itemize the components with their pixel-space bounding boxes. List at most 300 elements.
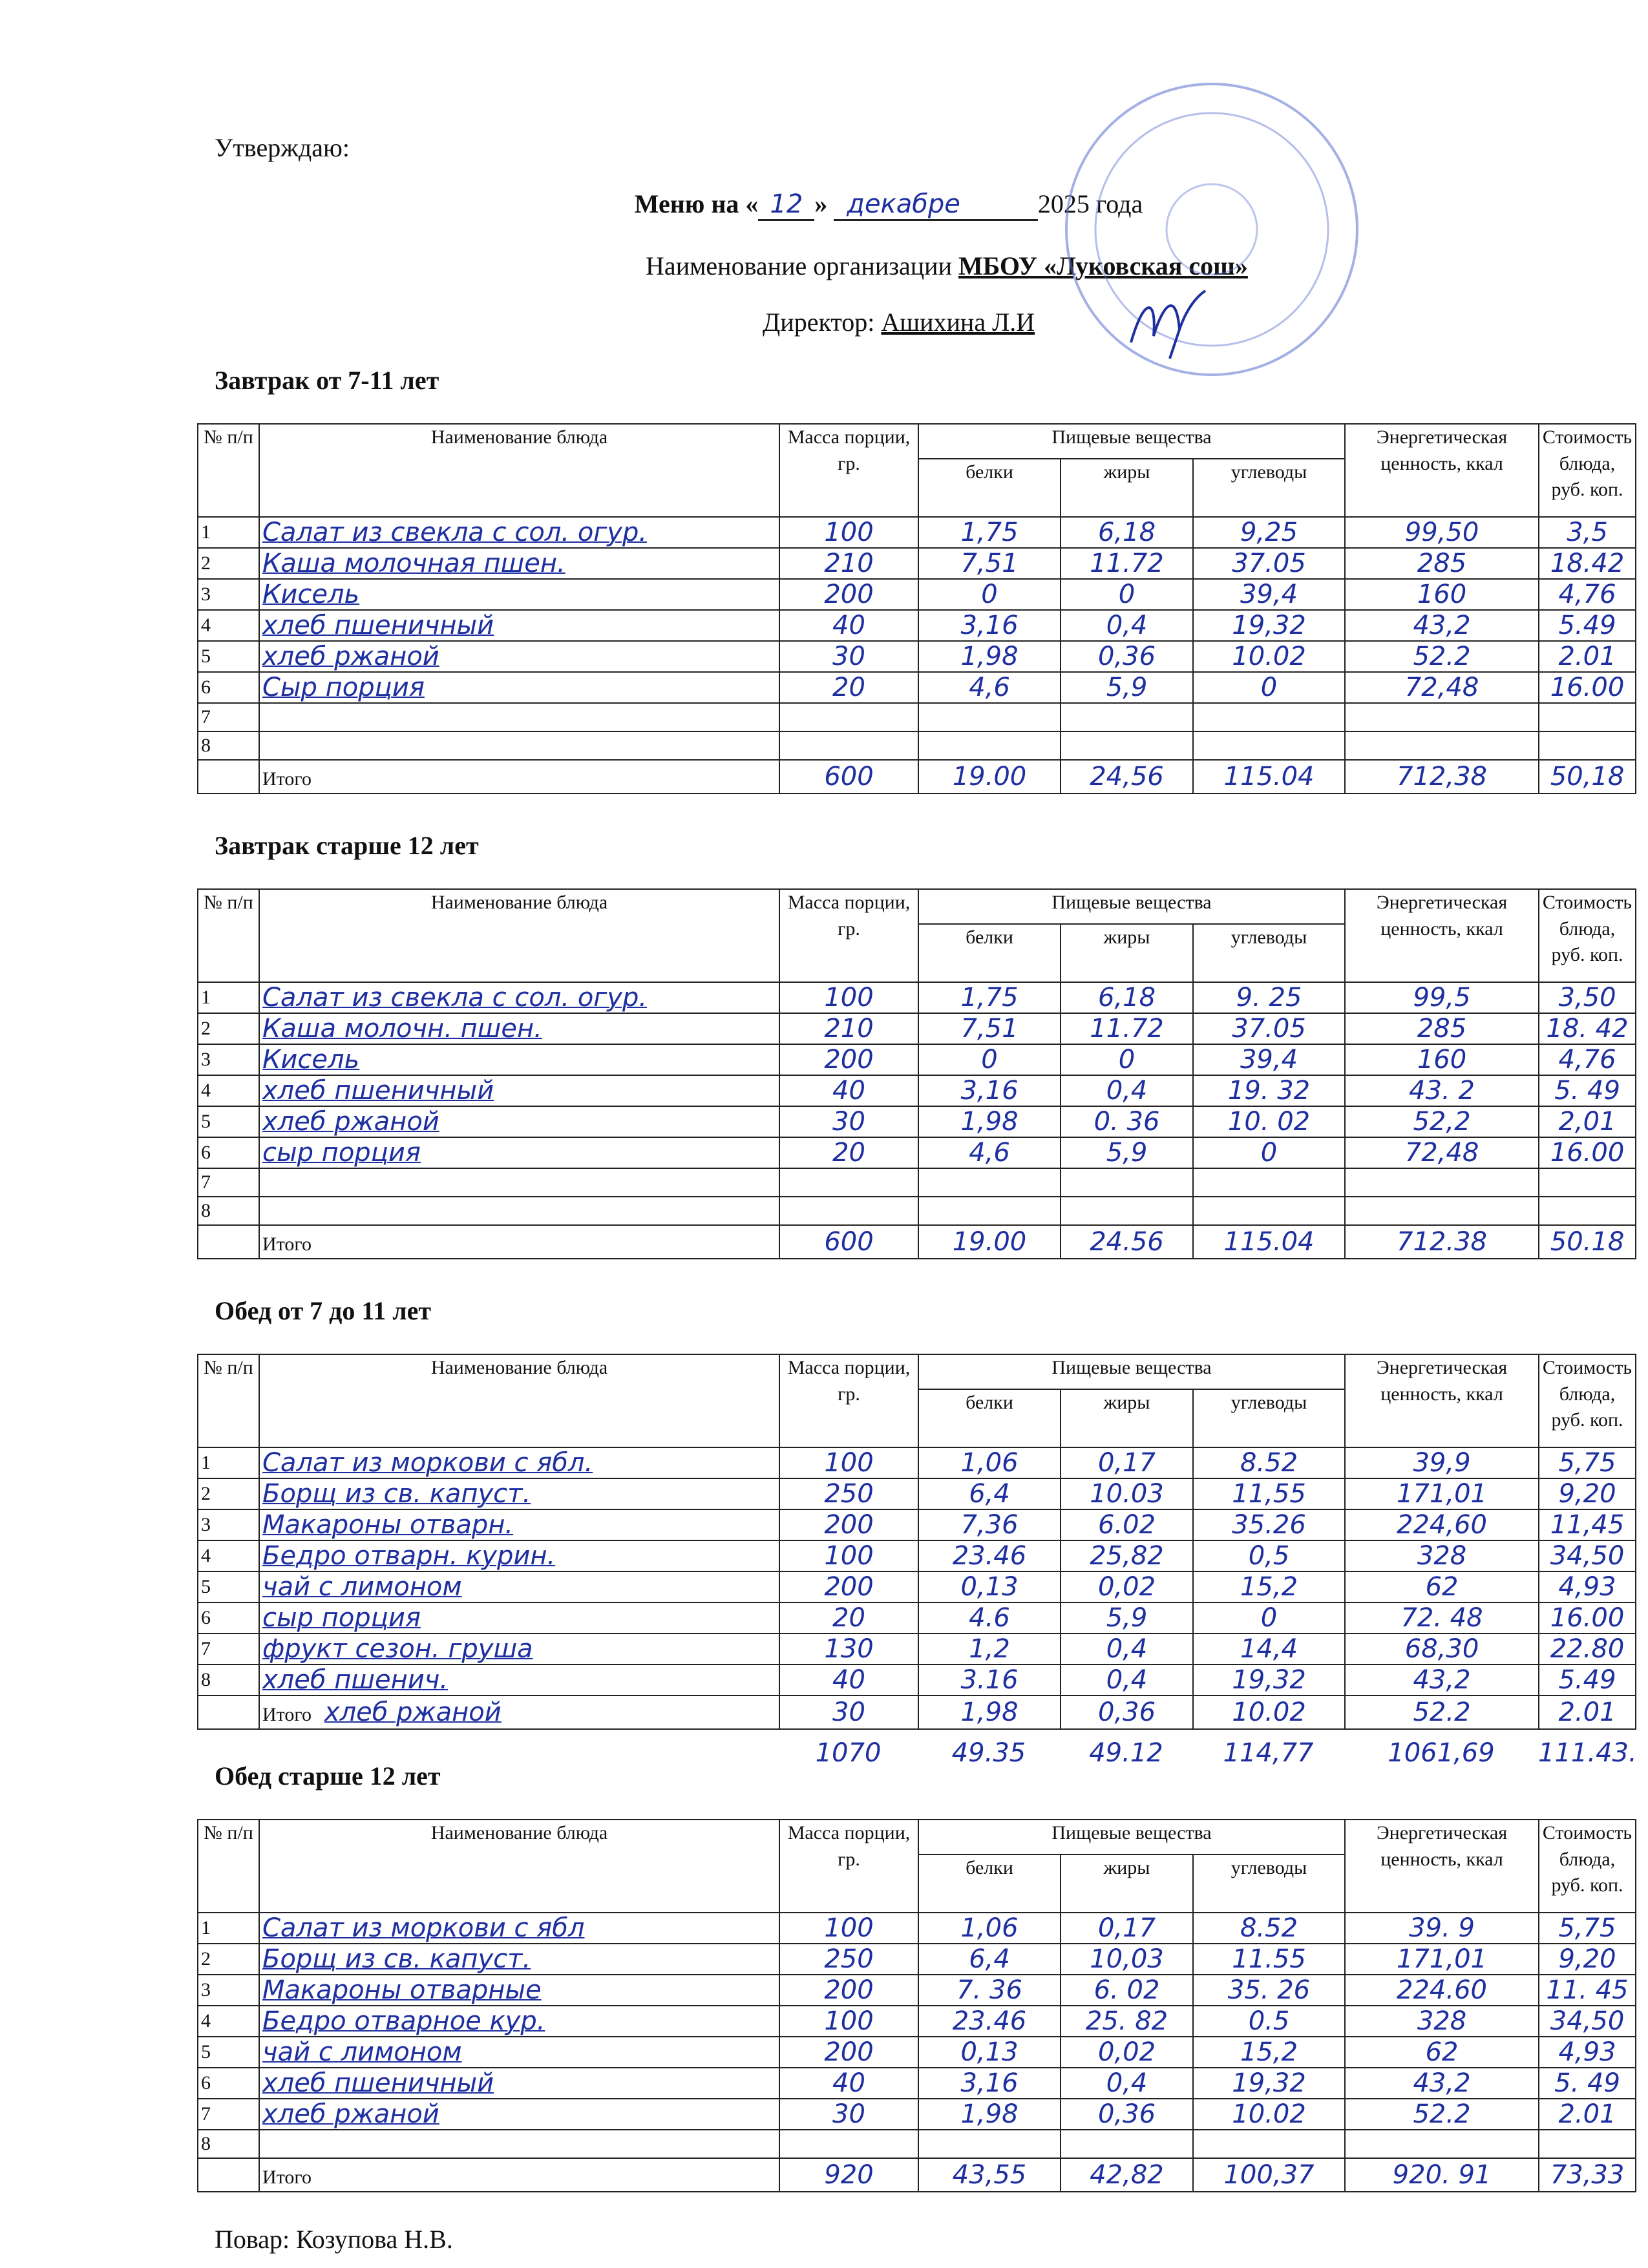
cell-total-blank [198,1696,259,1729]
col-header-energy: Энергетическая ценность, ккал [1345,889,1539,982]
cell-total-protein: 1,98 [918,1696,1061,1729]
cell-dish-name: чай с лимоном [259,1571,779,1602]
cell-fat [1061,1168,1193,1197]
cell-protein [918,1168,1061,1197]
cell-portion-mass: 250 [779,1944,918,1975]
cell-cost: 4,93 [1539,1571,1636,1602]
cell-energy: 68,30 [1345,1633,1539,1664]
cell-row-number: 5 [198,641,259,672]
table-row [198,672,1636,703]
cell-cost: 4,76 [1539,1044,1636,1075]
cell-portion-mass: 100 [779,1447,918,1478]
table-row [198,610,1636,641]
lunch-young-grand-total [197,1738,1635,1772]
cell-energy: 72,48 [1345,1137,1539,1168]
col-header-mass: Масса порции, гр. [779,889,918,982]
cell-protein: 3,16 [918,1075,1061,1106]
col-header-cost: Стоимость блюда, руб. коп. [1539,1354,1636,1447]
cell-energy: 224,60 [1345,1509,1539,1540]
menu-mid: » [814,189,828,218]
cell-cost: 4,76 [1539,579,1636,610]
table-row [198,2037,1636,2068]
table-row [198,1137,1636,1168]
table-row [198,1168,1636,1197]
cell-fat: 11.72 [1061,548,1193,579]
cell-cost: 16.00 [1539,1137,1636,1168]
cell-energy: 171,01 [1345,1944,1539,1975]
cell-energy [1345,2130,1539,2158]
cell-carbs: 35.26 [1193,1509,1345,1540]
cell-fat: 5,9 [1061,672,1193,703]
cell-dish-name: Макароны отварн. [259,1509,779,1540]
total-row [198,760,1636,793]
section-title-breakfast-old: Завтрак старше 12 лет [215,831,479,860]
cell-portion-mass: 40 [779,1075,918,1106]
cell-carbs: 37.05 [1193,1013,1345,1044]
cell-portion-mass: 30 [779,1106,918,1137]
cell-fat [1061,1197,1193,1225]
table-row [198,1571,1636,1602]
cell-fat: 0,4 [1061,2068,1193,2099]
cell-row-number: 2 [198,1478,259,1509]
cell-energy: 52.2 [1345,641,1539,672]
cell-cost: 3,5 [1539,517,1636,548]
table-row [198,548,1636,579]
cell-dish-name: Салат из свекла с сол. огур. [259,982,779,1013]
cell-dish-name: Бедро отварное кур. [259,2006,779,2037]
cell-protein: 1,2 [918,1633,1061,1664]
table-row [198,2099,1636,2130]
section-title-breakfast-young: Завтрак от 7-11 лет [215,366,439,395]
cell-cost: 4,93 [1539,2037,1636,2068]
cell-total-blank [198,1225,259,1259]
col-header-name: Наименование блюда [259,1354,779,1447]
cell-energy: 160 [1345,1044,1539,1075]
cell-total-carbs: 115.04 [1193,1225,1345,1259]
cell-cost: 22.80 [1539,1633,1636,1664]
cell-fat [1061,703,1193,731]
col-header-fat: жиры [1061,1854,1193,1913]
cell-protein [918,731,1061,760]
cell-cost [1539,731,1636,760]
cell-energy: 224.60 [1345,1975,1539,2006]
cell-dish-name: хлеб ржаной [259,2099,779,2130]
cell-row-number: 1 [198,517,259,548]
col-header-mass: Масса порции, гр. [779,1354,918,1447]
grand-total-carbs: 114,77 [1223,1738,1314,1768]
cell-dish-name [259,731,779,760]
cell-protein: 0 [918,579,1061,610]
cell-fat: 0. 36 [1061,1106,1193,1137]
cell-carbs: 0 [1193,1137,1345,1168]
table-row [198,1664,1636,1696]
cell-portion-mass: 100 [779,2006,918,2037]
cell-total-blank [198,2158,259,2192]
cell-row-number: 8 [198,2130,259,2158]
cell-fat [1061,2130,1193,2158]
col-header-protein: белки [918,924,1061,982]
cell-dish-name: сыр порция [259,1137,779,1168]
table-row [198,1975,1636,2006]
director-signature [1125,284,1215,362]
cell-row-number: 6 [198,1602,259,1633]
cell-cost: 18. 42 [1539,1013,1636,1044]
section-title-lunch-old: Обед старше 12 лет [215,1761,441,1790]
cell-total-fat: 0,36 [1061,1696,1193,1729]
cell-protein [918,703,1061,731]
cell-fat: 0,4 [1061,1075,1193,1106]
cell-carbs: 10.02 [1193,641,1345,672]
cell-portion-mass: 130 [779,1633,918,1664]
cell-fat: 5,9 [1061,1602,1193,1633]
col-header-nutrients: Пищевые вещества [918,889,1345,924]
cell-carbs [1193,703,1345,731]
cell-row-number: 2 [198,1013,259,1044]
cell-portion-mass [779,731,918,760]
cell-fat: 10.03 [1061,1478,1193,1509]
total-row [198,1696,1636,1729]
cell-cost: 11. 45 [1539,1975,1636,2006]
cell-total-portion-mass: 600 [779,1225,918,1259]
cell-carbs [1193,731,1345,760]
cell-fat: 0,17 [1061,1913,1193,1944]
cell-portion-mass: 200 [779,1975,918,2006]
col-header-fat: жиры [1061,924,1193,982]
cell-dish-name: Борщ из св. капуст. [259,1478,779,1509]
cell-protein [918,2130,1061,2158]
cell-cost: 5,75 [1539,1913,1636,1944]
col-header-carbs: углеводы [1193,1854,1345,1913]
cell-row-number: 5 [198,2037,259,2068]
col-header-name: Наименование блюда [259,424,779,517]
cell-dish-name [259,2130,779,2158]
cell-carbs [1193,2130,1345,2158]
col-header-cost: Стоимость блюда, руб. коп. [1539,424,1636,517]
cell-protein: 1,06 [918,1447,1061,1478]
cell-energy: 160 [1345,579,1539,610]
col-header-nutrients: Пищевые вещества [918,424,1345,459]
cell-portion-mass: 200 [779,1044,918,1075]
cell-row-number: 2 [198,548,259,579]
cell-dish-name: Сыр порция [259,672,779,703]
total-label: Итого [262,2167,312,2188]
cell-row-number: 4 [198,1075,259,1106]
cell-carbs: 9. 25 [1193,982,1345,1013]
cell-fat: 6,18 [1061,517,1193,548]
cell-carbs: 8.52 [1193,1913,1345,1944]
cell-protein: 7,36 [918,1509,1061,1540]
cell-carbs: 19,32 [1193,2068,1345,2099]
cell-dish-name: Макароны отварные [259,1975,779,2006]
cell-cost: 11,45 [1539,1509,1636,1540]
cell-protein: 1,75 [918,982,1061,1013]
cell-cost [1539,2130,1636,2158]
cell-dish-name [259,703,779,731]
cell-cost [1539,1197,1636,1225]
cell-protein: 4.6 [918,1602,1061,1633]
cell-portion-mass [779,703,918,731]
cell-fat: 0,02 [1061,2037,1193,2068]
cell-total-cost: 2.01 [1539,1696,1636,1729]
col-header-name: Наименование блюда [259,1820,779,1913]
cell-fat: 0 [1061,1044,1193,1075]
cell-total-cost: 50.18 [1539,1225,1636,1259]
cell-fat: 5,9 [1061,1137,1193,1168]
cell-protein: 6,4 [918,1478,1061,1509]
cell-dish-name: сыр порция [259,1602,779,1633]
cell-cost: 2.01 [1539,2099,1636,2130]
cell-protein: 6,4 [918,1944,1061,1975]
table-row [198,1044,1636,1075]
cell-cost: 34,50 [1539,2006,1636,2037]
table-row [198,982,1636,1013]
table-row [198,1447,1636,1478]
col-header-protein: белки [918,1854,1061,1913]
cell-portion-mass: 210 [779,548,918,579]
cell-dish-name: Каша молочн. пшен. [259,1013,779,1044]
cell-cost: 5,75 [1539,1447,1636,1478]
cell-dish-name: хлеб ржаной [259,1106,779,1137]
cell-row-number: 6 [198,672,259,703]
cell-dish-name: Каша молочная пшен. [259,548,779,579]
table-row [198,2130,1636,2158]
cell-energy: 43,2 [1345,1664,1539,1696]
total-label: Итого [262,1234,312,1255]
col-header-name: Наименование блюда [259,889,779,982]
cell-portion-mass: 40 [779,2068,918,2099]
cell-fat: 25,82 [1061,1540,1193,1571]
cell-total-label [259,1225,779,1259]
cell-fat: 0,17 [1061,1447,1193,1478]
cell-row-number: 7 [198,1633,259,1664]
cell-dish-name: Кисель [259,579,779,610]
cell-protein: 1,98 [918,2099,1061,2130]
cell-row-number: 1 [198,1447,259,1478]
table-row [198,1075,1636,1106]
cell-row-number: 7 [198,703,259,731]
cell-protein: 1,98 [918,1106,1061,1137]
col-header-cost: Стоимость блюда, руб. коп. [1539,889,1636,982]
table-row [198,1013,1636,1044]
cell-row-number: 5 [198,1106,259,1137]
cell-total-portion-mass: 30 [779,1696,918,1729]
approve-label: Утверждаю: [215,133,350,162]
cell-carbs: 15,2 [1193,1571,1345,1602]
cell-dish-name: хлеб пшеничный [259,2068,779,2099]
cell-portion-mass [779,1168,918,1197]
cell-cost: 18.42 [1539,548,1636,579]
cell-portion-mass: 30 [779,2099,918,2130]
cell-total-cost: 50,18 [1539,760,1636,793]
cell-dish-name: хлеб пшеничный [259,1075,779,1106]
menu-table [197,888,1636,1259]
cell-row-number: 3 [198,1044,259,1075]
cell-dish-name: хлеб пшенич. [259,1664,779,1696]
cell-protein: 1,06 [918,1913,1061,1944]
cell-protein: 1,98 [918,641,1061,672]
director-label: Директор: [763,308,875,337]
cell-fat: 10,03 [1061,1944,1193,1975]
cell-fat: 11.72 [1061,1013,1193,1044]
grand-total-fat: 49.12 [1089,1738,1163,1768]
cell-total-fat: 42,82 [1061,2158,1193,2192]
cell-carbs: 19. 32 [1193,1075,1345,1106]
cell-protein [918,1197,1061,1225]
cell-total-carbs: 115.04 [1193,760,1345,793]
cell-cost: 9,20 [1539,1478,1636,1509]
cell-portion-mass: 40 [779,610,918,641]
org-name: МБОУ «Луковская сош» [958,251,1248,280]
col-header-nutrients: Пищевые вещества [918,1820,1345,1854]
cell-fat: 0,02 [1061,1571,1193,1602]
cell-row-number: 3 [198,1975,259,2006]
cell-energy: 99,5 [1345,982,1539,1013]
cell-carbs: 0.5 [1193,2006,1345,2037]
cell-carbs: 39,4 [1193,579,1345,610]
cell-protein: 7. 36 [918,1975,1061,2006]
cell-energy: 285 [1345,1013,1539,1044]
cell-total-fat: 24,56 [1061,760,1193,793]
menu-table [197,423,1636,794]
cell-carbs: 9,25 [1193,517,1345,548]
grand-total-cost: 111.43. [1538,1738,1637,1768]
cell-total-fat: 24.56 [1061,1225,1193,1259]
col-header-mass: Масса порции, гр. [779,1820,918,1913]
cell-cost [1539,703,1636,731]
cell-row-number: 4 [198,2006,259,2037]
col-header-carbs: углеводы [1193,1389,1345,1447]
cell-dish-name: Салат из свекла с сол. огур. [259,517,779,548]
menu-day: 12 [758,189,814,221]
cell-energy: 72,48 [1345,672,1539,703]
cell-carbs: 0,5 [1193,1540,1345,1571]
cell-energy: 43. 2 [1345,1075,1539,1106]
cell-total-energy: 712,38 [1345,760,1539,793]
cell-energy [1345,1197,1539,1225]
cell-carbs: 11.55 [1193,1944,1345,1975]
cell-energy: 72. 48 [1345,1602,1539,1633]
cell-total-carbs: 100,37 [1193,2158,1345,2192]
cell-carbs: 11,55 [1193,1478,1345,1509]
col-header-carbs: углеводы [1193,459,1345,517]
total-label: Итого [262,768,312,790]
cell-portion-mass: 100 [779,982,918,1013]
cell-energy: 285 [1345,548,1539,579]
col-header-num: № п/п [198,1820,259,1913]
cell-carbs [1193,1168,1345,1197]
cell-fat: 0,4 [1061,610,1193,641]
cell-energy: 43,2 [1345,610,1539,641]
cell-total-label [259,1696,779,1729]
cell-total-label [259,760,779,793]
cell-portion-mass: 200 [779,579,918,610]
cell-cost [1539,1168,1636,1197]
table-row [198,1106,1636,1137]
cell-fat: 0,4 [1061,1633,1193,1664]
cell-energy: 39. 9 [1345,1913,1539,1944]
cell-protein: 3.16 [918,1664,1061,1696]
cell-cost: 3,50 [1539,982,1636,1013]
cell-portion-mass [779,1197,918,1225]
table-row [198,1478,1636,1509]
cell-carbs: 37.05 [1193,548,1345,579]
section-title-lunch-young: Обед от 7 до 11 лет [215,1296,432,1325]
cell-portion-mass: 40 [779,1664,918,1696]
total-row [198,1225,1636,1259]
cell-protein: 1,75 [918,517,1061,548]
cell-protein: 0,13 [918,2037,1061,2068]
cell-portion-mass: 200 [779,1509,918,1540]
cell-carbs: 15,2 [1193,2037,1345,2068]
cell-dish-name: Салат из моркови с ябл [259,1913,779,1944]
table-row [198,1944,1636,1975]
cell-portion-mass: 100 [779,1540,918,1571]
cell-energy [1345,703,1539,731]
cook-signature-line: Повар: Козупова Н.В. [215,2225,453,2254]
cell-cost: 5. 49 [1539,1075,1636,1106]
cell-portion-mass: 20 [779,672,918,703]
cell-dish-name: хлеб ржаной [259,641,779,672]
cell-dish-name: Борщ из св. капуст. [259,1944,779,1975]
table-row [198,2068,1636,2099]
cell-protein: 4,6 [918,1137,1061,1168]
cell-energy: 62 [1345,1571,1539,1602]
table-row [198,517,1636,548]
col-header-energy: Энергетическая ценность, ккал [1345,1354,1539,1447]
cell-row-number: 1 [198,1913,259,1944]
cell-cost: 2.01 [1539,641,1636,672]
table-row [198,2006,1636,2037]
cell-total-portion-mass: 600 [779,760,918,793]
cell-protein: 7,51 [918,1013,1061,1044]
organization-line [0,251,1648,281]
cell-row-number: 5 [198,1571,259,1602]
cell-row-number: 4 [198,610,259,641]
cell-dish-name: Бедро отварн. курин. [259,1540,779,1571]
cell-cost: 16.00 [1539,1602,1636,1633]
cell-row-number: 7 [198,1168,259,1197]
director-line [763,307,1035,337]
cell-energy: 328 [1345,1540,1539,1571]
cell-cost: 5.49 [1539,1664,1636,1696]
cell-carbs: 0 [1193,672,1345,703]
cell-total-protein: 43,55 [918,2158,1061,2192]
col-header-carbs: углеводы [1193,924,1345,982]
col-header-cost: Стоимость блюда, руб. коп. [1539,1820,1636,1913]
cell-portion-mass: 20 [779,1602,918,1633]
cell-total-energy: 920. 91 [1345,2158,1539,2192]
cell-fat: 6,18 [1061,982,1193,1013]
table-row [198,703,1636,731]
cell-row-number: 1 [198,982,259,1013]
cell-total-energy: 52.2 [1345,1696,1539,1729]
total-label: Итого [262,1704,312,1725]
cell-total-cost: 73,33 [1539,2158,1636,2192]
grand-total-energy: 1061,69 [1388,1738,1495,1768]
cell-row-number: 7 [198,2099,259,2130]
cell-protein: 3,16 [918,610,1061,641]
table-row [198,1602,1636,1633]
cell-cost: 5. 49 [1539,2068,1636,2099]
cell-energy: 52,2 [1345,1106,1539,1137]
col-header-nutrients: Пищевые вещества [918,1354,1345,1389]
cell-cost: 34,50 [1539,1540,1636,1571]
col-header-fat: жиры [1061,1389,1193,1447]
cell-energy: 39,9 [1345,1447,1539,1478]
cell-row-number: 6 [198,1137,259,1168]
cell-row-number: 8 [198,1197,259,1225]
cell-energy: 171,01 [1345,1478,1539,1509]
